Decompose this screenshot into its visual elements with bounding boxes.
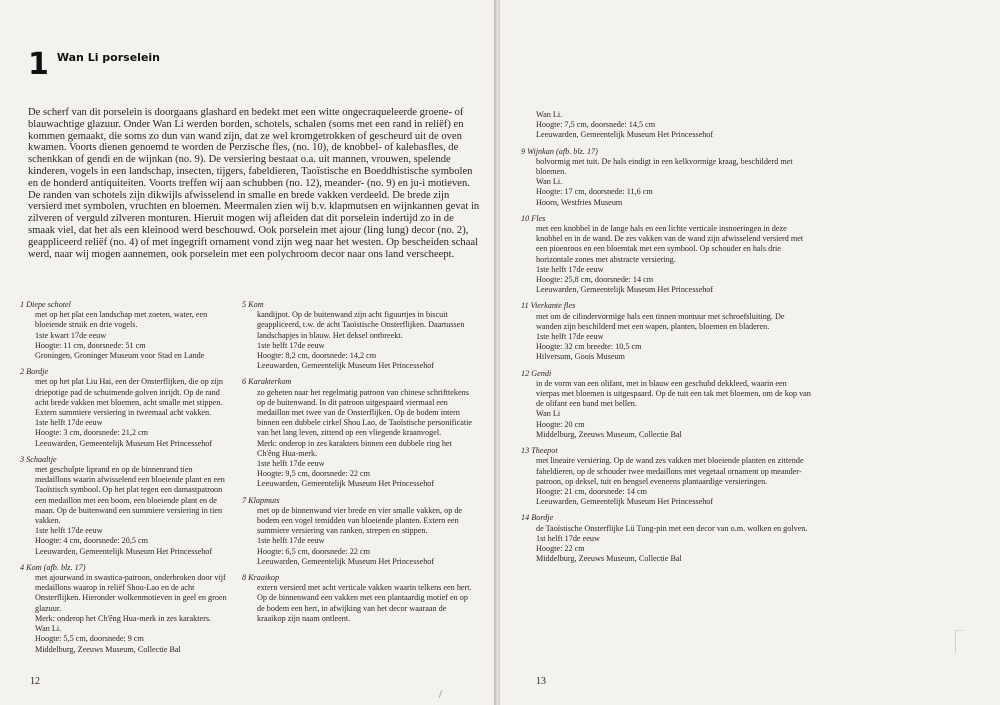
entry-line: in de vorm van een olifant, met in blauw een geschubd dekkleed, waarin een vierpas met bloemen is uitgespaard. Op de tuit een tak met bloemen, om de kop van de olifant een band met bellen. xyxy=(536,378,811,409)
entry-heading: 5 Kom xyxy=(242,300,264,309)
entry-body xyxy=(257,583,474,624)
entry-line: met op de binnenwand vier brede en vier smalle vakken, op de bodem een vogel temidden van bloeiende planten. Extern een summiere versiering van ranken, strepen en stippen. xyxy=(257,505,463,536)
entry-line: Leeuwarden, Gemeentelijk Museum Het Princessehof xyxy=(536,497,714,507)
catalogue-column-1 xyxy=(20,300,230,661)
entry-line: Hoogte: 21 cm, doorsnede: 14 cm xyxy=(536,486,647,496)
pencil-mark xyxy=(439,690,443,698)
paper-stain xyxy=(955,630,964,653)
entry-body xyxy=(536,224,811,295)
entry-line: Groningen, Groninger Museum voor Stad en Lande xyxy=(35,351,205,361)
entry-heading: 8 Kraaikop xyxy=(242,573,280,583)
entry-line: Hoogte: 6,5 cm, doorsnede: 22 cm xyxy=(257,546,371,556)
entry-line: bolvormig met tuit. De hals eindigt in een kelkvormige kraag, beschilderd met bloemen. xyxy=(536,156,793,177)
catalogue-entry xyxy=(242,300,474,371)
entry-line: Hoogte: 32 cm breedte: 10,5 cm xyxy=(536,342,642,352)
intro-text: De scherf van dit porselein is doorgaans glashard en bedekt met een witte ongecraqueleerde groene- of blauwachtige glazuur. Onder Wan Li werden borden, schotels, schalen (soms met een rand in reliëf) en kommen gemaakt, die soms zo dun van wand zijn, dat ze wel kromgetrokken of gescheurd uit de oven kwamen. Voorts dienen genoemd te worden de Perzische fles, (no. 10), de knobbel- of kalebasfles, de schenkkan of gendi en de wijnkan (no. 9). De versiering bestaat o.a. uit mannen, vrouwen, spelende kinderen, vogels in een landschap, insecten, tijgers, fabeldieren, Taoïstische en Boeddhistische symbolen en de honderd antiquiteiten. Voorts treffen wij aan schubben (no. 12), meander- (no. 9) en ju-i motieven. De randen van schotels zijn dikwijls afwisselend in smalle en brede vakken verdeeld. De brede zijn versierd met symbolen, vruchten en bloemen. Meermalen zien wij b.v. klapmutsen en wijnkannen gevat in zilveren of verguld zilveren monturen. Hieruit mogen wij afleiden dat dit porselein indertijd zo in de smaak viel, dat het als een kleinood werd beschouwd. Ook porselein met ajour (ling lung) decor (no. 2), geappliceerd reliëf (no. 4) of met ingegrift ornament vond zijn weg naar het westen. Op bescheiden schaal werd, naar wij mogen aannemen, ook porselein met een polychroom decor naar ons land verscheept. xyxy=(28,107,480,260)
entry-line: Wan Li. xyxy=(35,624,62,634)
catalogue-entry xyxy=(521,369,811,440)
left-page xyxy=(0,0,494,705)
catalogue-entry xyxy=(521,214,811,296)
entry-heading: 1 Diepe schotel xyxy=(20,300,71,309)
chapter-title: Wan Li porselein xyxy=(56,51,161,64)
entry-line: Hoogte: 7,5 cm, doorsnede: 14,5 cm xyxy=(536,120,656,130)
intro-paragraph xyxy=(28,107,480,260)
entry-heading: 2 Bordje xyxy=(20,367,49,377)
entry-line: Leeuwarden, Gemeentelijk Museum Het Princessehof xyxy=(257,479,435,489)
catalogue-entry xyxy=(521,446,811,507)
catalogue-entry xyxy=(521,301,811,362)
catalogue-entry xyxy=(242,377,474,489)
entry-line: Leeuwarden, Gemeentelijk Museum Het Princessehof xyxy=(257,361,435,371)
right-page xyxy=(500,0,1000,705)
entry-line: 1ste helft 17de eeuw xyxy=(35,526,103,536)
entry-body xyxy=(35,465,230,557)
entry-line: met op het plat een landschap met zoeten, water, een bloeiende struik en drie vogels. xyxy=(35,310,208,330)
entry-heading: 6 Karakterkom xyxy=(242,377,292,387)
entry-heading: 12 Gendi xyxy=(521,368,552,378)
entry-heading: 10 Fles xyxy=(521,213,546,223)
catalogue-column-2 xyxy=(242,300,474,630)
entry-line: Hoogte: 3 cm, doorsnede: 21,2 cm xyxy=(35,428,149,438)
entry-line: Wan Li. xyxy=(536,177,563,187)
catalogue-entry xyxy=(521,147,811,208)
entry-line: Hoogte: 4 cm, doorsnede: 20,5 cm xyxy=(35,536,149,546)
page-number: 13 xyxy=(536,676,546,687)
entry-line: 1ste helft 17de eeuw xyxy=(536,332,604,342)
entry-line: 1ste helft 17de eeuw xyxy=(257,459,325,469)
catalogue-entry xyxy=(20,563,230,655)
entry-line: Wan Li xyxy=(536,409,561,419)
entry-body xyxy=(35,310,230,361)
page-number: 12 xyxy=(30,676,40,687)
entry-line: 1ste helft 17de eeuw xyxy=(257,536,325,546)
entry-heading: 9 Wijnkan (afb. blz. 17) xyxy=(521,146,598,156)
catalogue-entry xyxy=(521,513,811,564)
entry-line: extern versierd met acht verticale vakken waarin telkens een hert. Op de binnenwand een vakken met een plantaardig motief en op de bodem een hert, in afwijking van het decor waaraan de kraaikop zijn naam ontleent. xyxy=(257,583,472,623)
entry-line: Merk: onderop het Ch'êng Hua-merk in zes karakters. xyxy=(35,613,212,623)
entry-line: 1ste helft 17de eeuw xyxy=(35,418,103,428)
catalogue-entry xyxy=(242,496,474,567)
entry-line: met een knobbel in de lange hals en een lichte verticale insnoeringen in deze knobbel en in de wand. De zes vakken van de wand zijn afwisselend versierd met een pioenroos en een bloemtak met een symbool. Op schouder en hals drie horizontale zones met abstracte versiering. xyxy=(536,224,804,264)
entry-heading: 3 Schaaltje xyxy=(20,454,57,464)
entry-line: Hoogte: 8,2 cm, doorsnede: 14,2 cm xyxy=(257,351,377,361)
entry-line: Leeuwarden, Gemeentelijk Museum Het Princessehof xyxy=(536,285,714,295)
entry-line: Leeuwarden, Gemeentelijk Museum Het Princessehof xyxy=(257,556,435,566)
entry-body xyxy=(257,310,474,371)
entry-line: kandijpot. Op de buitenwand zijn acht figuurtjes in biscuit geappliceerd, t.w. de acht Taoïstische Onsterflijken. Daartussen landschapjes in blauw. Het deksel ontbreekt. xyxy=(257,310,465,340)
entry-line: Wan Li. xyxy=(536,110,563,119)
entry-line: met geschulpte liprand en op de binnenrand tien medaillons waarin afwisselend een bloeiende plant en een Taoïstisch symbool. Op het plat tegen een damastpatroon een medaillon met een boom, een bloeiende plant en de maan. Op de buitenwand een summiere versiering in tien vakken. xyxy=(35,465,225,526)
entry-line: met lineaire versiering. Op de wand zes vakken met bloeiende planten en zittende fabeldieren, op de schouder twee medaillons met vegetaal ornament op meander-patroon, op deksel, tuit en hengsel eveneens plantaardige versieringen. xyxy=(536,456,804,486)
entry-line: Middelburg, Zeeuws Museum, Collectie Bal xyxy=(536,429,682,439)
entry-line: Middelburg, Zeeuws Museum, Collectie Bal xyxy=(35,644,181,654)
catalogue-entry xyxy=(20,455,230,557)
entry-line: Hoogte: 22 cm xyxy=(536,543,585,553)
entry-line: Hoogte: 5,5 cm, doorsnede: 9 cm xyxy=(35,634,144,644)
entry-body xyxy=(257,388,474,490)
entry-line: zo geheten naar het regelmatig patroon van chinese schrifttekens op de buitenwand. In dit patroon uitgespaard viermaal een medaillon met twee van de Onsterflijken. Op de bodem intern binnen een dubbele cirkel Shou Lao, de Taoïstische personificatie van het lang leven, zittend op een vliegende kraanvogel. xyxy=(257,387,473,438)
entry-heading: 13 Theepot xyxy=(521,446,558,456)
entry-body xyxy=(257,506,474,567)
entry-line: Merk: onderop in zes karakters binnen een dubbele ring het Ch'êng Hua-merk. xyxy=(257,438,452,458)
entry-body xyxy=(536,157,811,208)
entry-line: 1ste kwart 17de eeuw xyxy=(35,330,107,340)
entry-heading: 4 Kom (afb. blz. 17) xyxy=(20,562,86,572)
entry-body xyxy=(35,573,230,655)
entry-line: de Taoïstische Onsterflijke Lü Tung-pin met een decor van o.m. wolken en golven. xyxy=(536,523,808,533)
catalogue-entry xyxy=(20,300,230,361)
catalogue-entry xyxy=(242,573,474,624)
catalogue-entry xyxy=(20,367,230,449)
entry-continuation xyxy=(536,110,811,141)
entry-line: Hoogte: 20 cm xyxy=(536,419,585,429)
entry-line: Middelburg, Zeeuws Museum, Collectie Bal xyxy=(536,554,682,564)
entry-heading: 11 Vierkante fles xyxy=(521,301,576,311)
entry-body xyxy=(35,377,230,448)
chapter-heading xyxy=(28,47,161,82)
entry-body xyxy=(536,379,811,440)
entry-line: 1st helft 17de eeuw xyxy=(536,533,600,543)
entry-line: Hoogte: 9,5 cm, doorsnede: 22 cm xyxy=(257,469,371,479)
entry-line: Hilversum, Goois Museum xyxy=(536,352,625,362)
entry-line: Leeuwarden, Gemeentelijk Museum Het Princessehof xyxy=(35,546,213,556)
entry-body xyxy=(536,524,811,565)
entry-line: Leeuwarden, Gemeentelijk Museum Het Princessehof xyxy=(35,438,213,448)
entry-line: Hoorn, Westfries Museum xyxy=(536,197,623,207)
entry-line: met ajourwand in swastica-patroon, onderbroken door vijf medaillons waarop in reliëf Shou-Lao en de acht Onsterflijken. Hieronder wolkenmotieven in geel en groen glazuur. xyxy=(35,573,227,613)
entry-line: 1ste helft 17de eeuw xyxy=(257,340,325,350)
entry-body xyxy=(536,312,811,363)
entry-body xyxy=(536,456,811,507)
entry-line: met om de cilindervormige hals een tinnen montuur met schroefsluiting. De wanden zijn beschilderd met een wapen, planten, bloemen en bladeren. xyxy=(536,311,785,331)
entry-line: met op het plat Liu Hai, een der Onsterflijken, die op zijn driepotige pad de schuimende golven inrijdt. Op de rand acht brede vakken met bloemen, acht smalle met stippen. Extern summiere versiering in tweemaal acht vakken. xyxy=(35,377,224,418)
entry-line: 1ste helft 17de eeuw xyxy=(536,264,604,274)
entry-heading: 7 Klapmuts xyxy=(242,495,280,505)
catalogue-entries xyxy=(521,147,811,565)
chapter-number: 1 xyxy=(28,47,49,82)
entry-line: Hoogte: 25,8 cm, doorsnede: 14 cm xyxy=(536,275,654,285)
entry-line: Leeuwarden, Gemeentelijk Museum Het Princessehof xyxy=(536,130,714,140)
entry-heading: 14 Bordje xyxy=(521,513,554,523)
entry-line: Hoogte: 11 cm, doorsnede: 51 cm xyxy=(35,340,146,350)
entry-line: Hoogte: 17 cm, doorsnede: 11,6 cm xyxy=(536,187,653,197)
catalogue-column-3 xyxy=(521,110,811,570)
